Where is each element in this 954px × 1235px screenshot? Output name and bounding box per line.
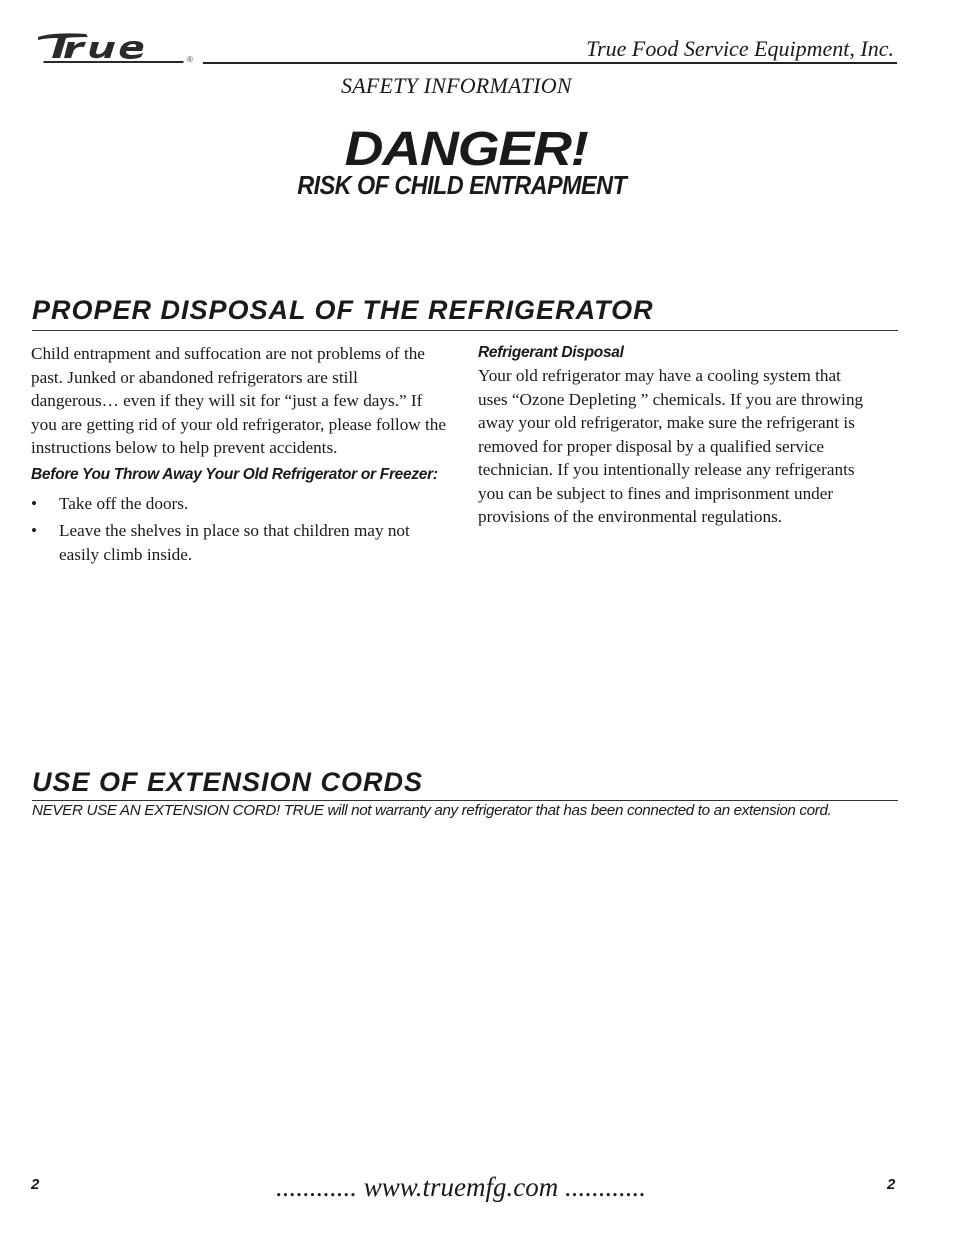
extension-warning-text: NEVER USE AN EXTENSION CORD! TRUE will not warranty any refrigerator that has been connected to an extension cord. [32,802,832,819]
disposal-bullet-list [31,492,446,567]
footer-url [0,1172,954,1203]
extension-rule [32,800,898,801]
disposal-left-column [31,342,446,570]
danger-subtitle [0,170,954,201]
disposal-heading: PROPER DISPOSAL OF THE REFRIGERATOR [32,295,654,325]
list-item: • Take off the doors. [31,493,189,513]
registered-mark: ® [187,55,193,64]
page-number-right: 2 [887,1176,896,1193]
disposal-right-column [478,342,868,529]
company-name: True Food Service Equipment, Inc. [586,36,894,61]
danger-title [0,122,954,177]
section-label: SAFETY INFORMATION [341,73,572,98]
danger-title-text: DANGER! [344,123,588,176]
header-rule [203,62,897,64]
refrigerant-heading: Refrigerant Disposal [478,344,624,361]
before-throw-away-heading: Before You Throw Away Your Old Refrigerator or Freezer: [31,465,438,483]
page-number-left: 2 [31,1176,40,1193]
danger-subtitle-text: RISK OF CHILD ENTRAPMENT [297,170,627,200]
extension-heading: USE OF EXTENSION CORDS [32,767,424,797]
disposal-rule [32,330,898,331]
refrigerant-text: Your old refrigerator may have a cooling system that uses “Ozone Depleting ” chemicals. If you are throwing away your old refrigerator, make sure the refrigerant is removed for proper disposal by a qualified service technician. If you intentionally release any refrigerants you can be subject to fines and imprisonment under provisions of the environmental regulations. [478,366,864,526]
disposal-intro: Child entrapment and suffocation are not problems of the past. Junked or abandoned refrigerators are still dangerous… even if they will sit for “just a few days.” If you are getting rid of your old refrigerator, please follow the instructions below to help prevent accidents. [31,344,447,457]
true-logo [34,28,194,68]
list-item: • Leave the shelves in place so that children may not easily climb inside. [31,521,410,564]
footer-url-text: ............ www.truemfg.com ............ [276,1172,646,1202]
